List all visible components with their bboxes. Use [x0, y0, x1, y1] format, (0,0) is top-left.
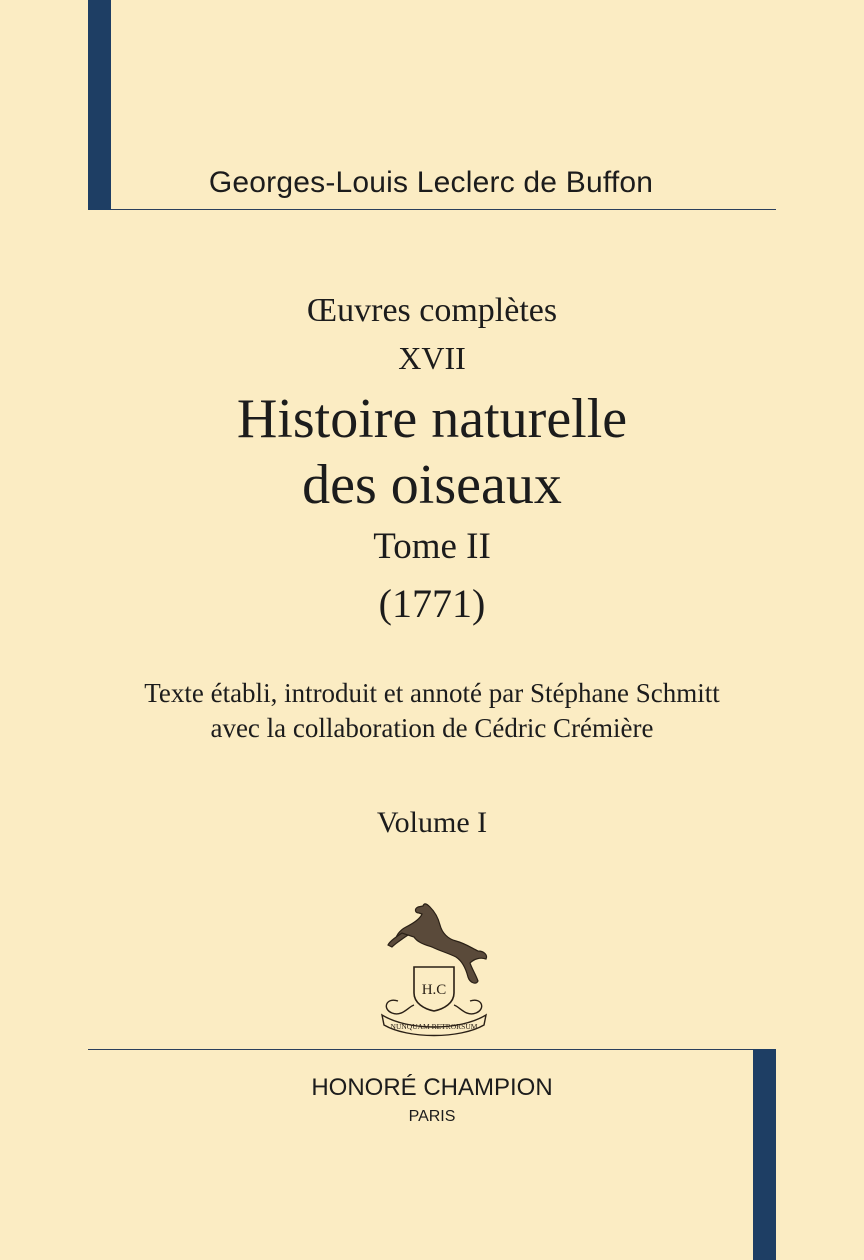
publisher-logo: [368, 897, 500, 1045]
tome-label: Tome II: [373, 526, 491, 567]
book-title-line1: Histoire naturelle: [236, 388, 628, 450]
publisher-city: PARIS: [408, 1108, 456, 1125]
collaborator-credit: avec la collaboration de Cédric Crémière: [210, 713, 654, 743]
top-accent-bar: [88, 0, 111, 210]
logo-motto: NUNQUAM RETRORSUM: [390, 1022, 478, 1031]
editor-credit: Texte établi, introduit et annoté par Stéphane Schmitt: [144, 678, 720, 708]
book-title-line2: des oiseaux: [302, 454, 562, 516]
volume-number: XVII: [398, 340, 466, 376]
author-name: Georges-Louis Leclerc de Buffon: [208, 166, 654, 199]
logo-monogram: H.C: [421, 982, 447, 998]
top-divider: [111, 209, 776, 210]
volume-label: Volume I: [376, 806, 488, 839]
bottom-divider: [88, 1049, 753, 1050]
series-title: Œuvres complètes: [306, 292, 558, 329]
publisher-name: HONORÉ CHAMPION: [311, 1074, 553, 1101]
publication-year: (1771): [378, 581, 486, 626]
